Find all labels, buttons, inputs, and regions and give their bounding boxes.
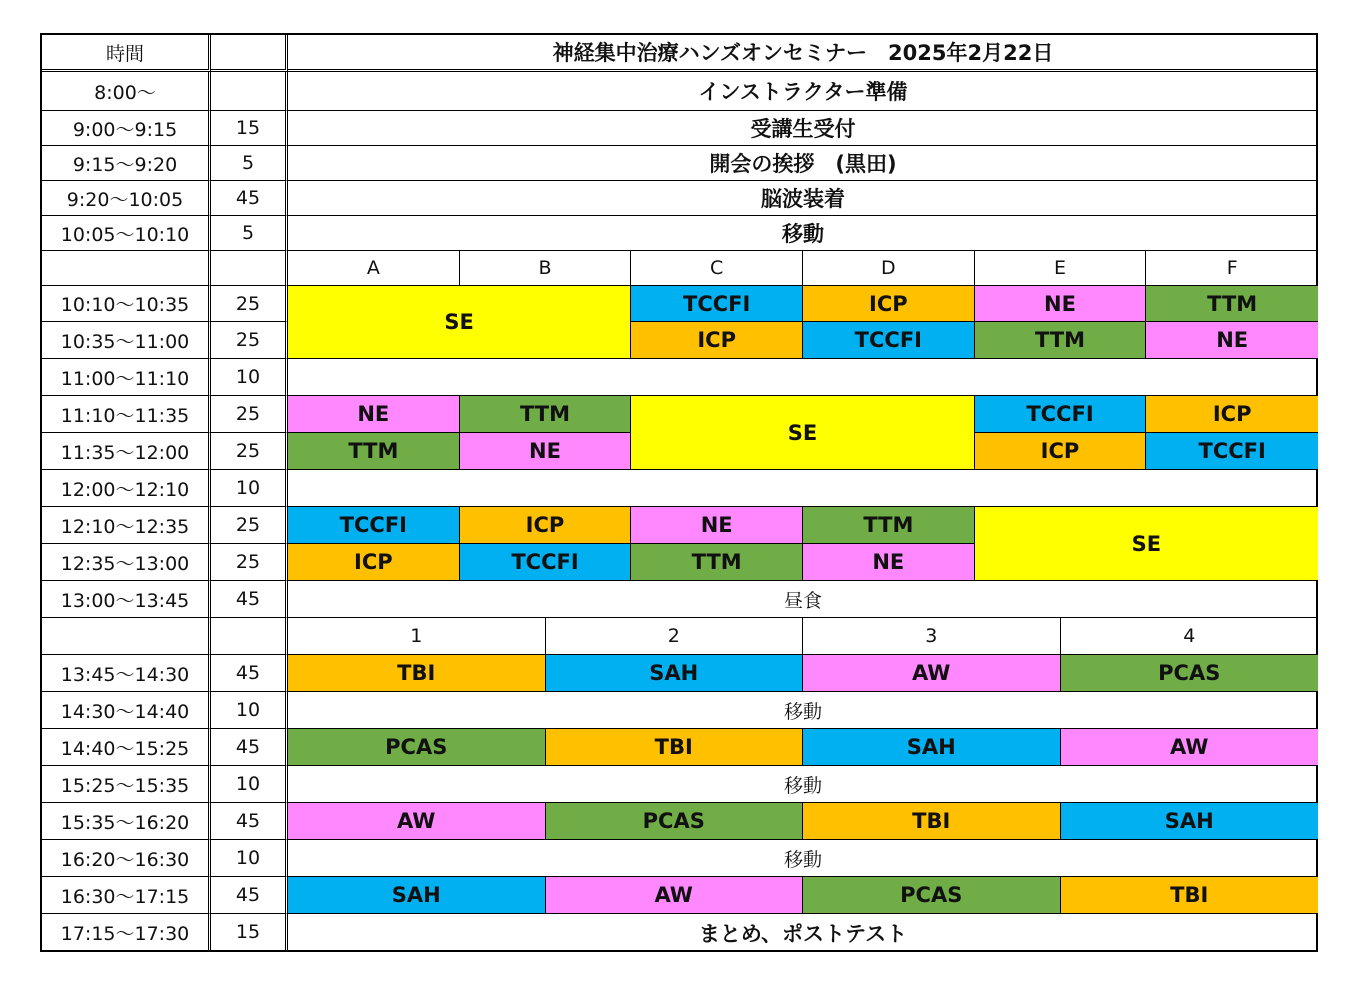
session-ttm: TTM xyxy=(288,433,460,470)
session-ne: NE xyxy=(975,286,1147,322)
time-cell xyxy=(42,251,211,286)
session-aw: AW xyxy=(1061,729,1319,766)
session-ttm: TTM xyxy=(631,544,803,581)
duration-cell: 10 xyxy=(211,359,288,396)
session-pcas: PCAS xyxy=(803,877,1061,914)
session-tccfi: TCCFI xyxy=(288,507,460,544)
session-pcas: PCAS xyxy=(1061,655,1319,692)
span-cell: 昼食 xyxy=(288,581,1318,618)
session-tccfi: TCCFI xyxy=(975,396,1147,433)
header-time: 時間 xyxy=(42,35,211,72)
span-cell xyxy=(288,359,1318,396)
group-header-3: 3 xyxy=(803,618,1061,655)
duration-cell: 25 xyxy=(211,433,288,470)
session-sah: SAH xyxy=(1061,803,1319,840)
time-cell: 10:05～10:10 xyxy=(42,216,211,251)
group-header-2: 2 xyxy=(546,618,804,655)
session-tbi: TBI xyxy=(1061,877,1319,914)
session-se: SE xyxy=(288,286,631,359)
duration-cell: 5 xyxy=(211,146,288,181)
time-cell: 15:35～16:20 xyxy=(42,803,211,840)
time-cell: 11:10～11:35 xyxy=(42,396,211,433)
group-header-4: 4 xyxy=(1061,618,1319,655)
duration-cell: 10 xyxy=(211,692,288,729)
session-ttm: TTM xyxy=(803,507,975,544)
group-header-C: C xyxy=(631,251,803,286)
duration-cell: 45 xyxy=(211,877,288,914)
session-ne: NE xyxy=(460,433,632,470)
duration-cell: 25 xyxy=(211,544,288,581)
session-ttm: TTM xyxy=(460,396,632,433)
time-cell xyxy=(42,618,211,655)
time-cell: 9:20～10:05 xyxy=(42,181,211,216)
time-cell: 9:15～9:20 xyxy=(42,146,211,181)
time-cell: 15:25～15:35 xyxy=(42,766,211,803)
page-title: 神経集中治療ハンズオンセミナー 2025年2月22日 xyxy=(288,35,1318,72)
span-cell: 移動 xyxy=(288,766,1318,803)
session-tccfi: TCCFI xyxy=(631,286,803,322)
span-cell: 脳波装着 xyxy=(288,181,1318,216)
duration-cell: 10 xyxy=(211,840,288,877)
session-tbi: TBI xyxy=(288,655,546,692)
duration-cell: 45 xyxy=(211,655,288,692)
time-cell: 16:20～16:30 xyxy=(42,840,211,877)
session-ne: NE xyxy=(631,507,803,544)
session-tccfi: TCCFI xyxy=(460,544,632,581)
time-cell: 16:30～17:15 xyxy=(42,877,211,914)
session-icp: ICP xyxy=(803,286,975,322)
header-duration xyxy=(211,35,288,72)
time-cell: 17:15～17:30 xyxy=(42,914,211,951)
duration-cell: 5 xyxy=(211,216,288,251)
session-icp: ICP xyxy=(631,322,803,359)
span-cell: 移動 xyxy=(288,840,1318,877)
group-header-E: E xyxy=(975,251,1147,286)
duration-cell: 25 xyxy=(211,396,288,433)
time-cell: 12:00～12:10 xyxy=(42,470,211,507)
duration-cell: 10 xyxy=(211,470,288,507)
session-aw: AW xyxy=(803,655,1061,692)
session-se: SE xyxy=(631,396,974,470)
session-sah: SAH xyxy=(546,655,804,692)
duration-cell xyxy=(211,251,288,286)
time-cell: 14:40～15:25 xyxy=(42,729,211,766)
duration-cell: 45 xyxy=(211,803,288,840)
time-cell: 10:35～11:00 xyxy=(42,322,211,359)
duration-cell: 15 xyxy=(211,111,288,146)
duration-cell: 25 xyxy=(211,507,288,544)
session-icp: ICP xyxy=(1146,396,1318,433)
span-cell: 移動 xyxy=(288,692,1318,729)
session-sah: SAH xyxy=(288,877,546,914)
time-cell: 9:00～9:15 xyxy=(42,111,211,146)
group-header-D: D xyxy=(803,251,975,286)
group-header-A: A xyxy=(288,251,460,286)
duration-cell: 45 xyxy=(211,581,288,618)
duration-cell xyxy=(211,72,288,111)
duration-cell: 25 xyxy=(211,322,288,359)
session-tccfi: TCCFI xyxy=(1146,433,1318,470)
session-pcas: PCAS xyxy=(288,729,546,766)
session-ttm: TTM xyxy=(1146,286,1318,322)
span-cell: 移動 xyxy=(288,216,1318,251)
group-header-1: 1 xyxy=(288,618,546,655)
session-ne: NE xyxy=(288,396,460,433)
session-tccfi: TCCFI xyxy=(803,322,975,359)
group-header-B: B xyxy=(460,251,632,286)
time-cell: 12:10～12:35 xyxy=(42,507,211,544)
session-tbi: TBI xyxy=(546,729,804,766)
session-pcas: PCAS xyxy=(546,803,804,840)
session-sah: SAH xyxy=(803,729,1061,766)
span-cell: インストラクター準備 xyxy=(288,72,1318,111)
session-ne: NE xyxy=(1146,322,1318,359)
span-cell: 受講生受付 xyxy=(288,111,1318,146)
session-tbi: TBI xyxy=(803,803,1061,840)
time-cell: 11:35～12:00 xyxy=(42,433,211,470)
session-aw: AW xyxy=(288,803,546,840)
time-cell: 12:35～13:00 xyxy=(42,544,211,581)
time-cell: 8:00～ xyxy=(42,72,211,111)
time-cell: 13:45～14:30 xyxy=(42,655,211,692)
duration-cell: 10 xyxy=(211,766,288,803)
session-icp: ICP xyxy=(288,544,460,581)
time-cell: 14:30～14:40 xyxy=(42,692,211,729)
session-ne: NE xyxy=(803,544,975,581)
time-cell: 13:00～13:45 xyxy=(42,581,211,618)
session-se: SE xyxy=(975,507,1318,581)
session-icp: ICP xyxy=(975,433,1147,470)
duration-cell xyxy=(211,618,288,655)
span-cell xyxy=(288,470,1318,507)
span-cell: 開会の挨拶 (黒田) xyxy=(288,146,1318,181)
span-cell: まとめ、ポストテスト xyxy=(698,921,908,946)
time-cell: 11:00～11:10 xyxy=(42,359,211,396)
duration-cell: 45 xyxy=(211,181,288,216)
time-cell: 10:10～10:35 xyxy=(42,286,211,322)
duration-cell: 25 xyxy=(211,286,288,322)
schedule-table xyxy=(40,33,1318,952)
duration-cell: 45 xyxy=(211,729,288,766)
group-header-F: F xyxy=(1146,251,1318,286)
session-aw: AW xyxy=(546,877,804,914)
session-ttm: TTM xyxy=(975,322,1147,359)
session-icp: ICP xyxy=(460,507,632,544)
duration-cell: 15 xyxy=(211,914,288,951)
